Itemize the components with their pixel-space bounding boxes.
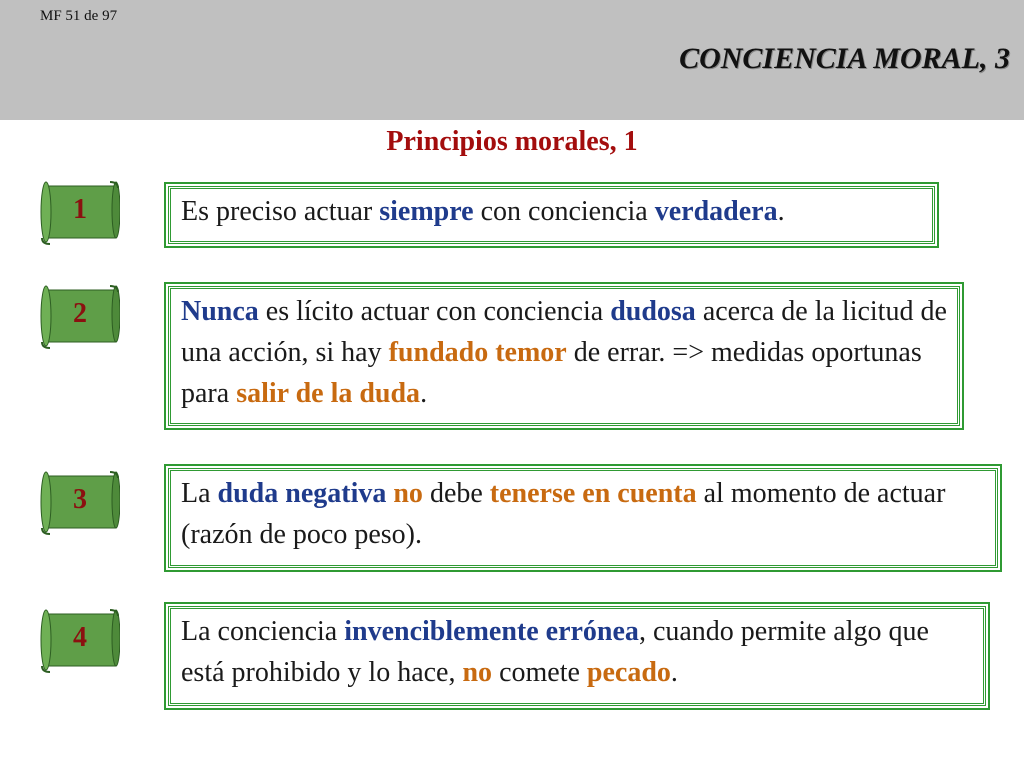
emphasis-text: siempre	[379, 196, 474, 227]
emphasis-text: dudosa	[610, 296, 696, 327]
principle-text: .	[777, 196, 785, 227]
principle-3-box	[168, 468, 998, 568]
emphasis-text: no	[462, 657, 493, 688]
emphasis-text: verdadera	[654, 196, 778, 227]
principle-2-box	[168, 286, 960, 426]
principle-text: La conciencia	[181, 616, 345, 647]
principle-2-scroll-badge	[40, 284, 120, 348]
emphasis-text: invenciblemente errónea	[344, 616, 639, 647]
emphasis-text: salir de la duda	[236, 378, 421, 409]
principle-text: acerca de la licitud de una acción, si hay	[181, 296, 947, 368]
principle-number: 3	[73, 484, 87, 515]
principle-text: .	[670, 657, 678, 688]
principle-1-box	[168, 186, 935, 244]
header-bar	[0, 0, 1024, 120]
emphasis-text: duda negativa	[217, 478, 387, 509]
principle-3-scroll-badge	[40, 470, 120, 534]
emphasis-text: no	[393, 478, 423, 509]
emphasis-text: Nunca	[181, 296, 259, 327]
principle-text: .	[420, 378, 428, 409]
principle-4-box	[168, 606, 986, 706]
emphasis-text: tenerse en cuenta	[489, 478, 697, 509]
principle-text: Es preciso actuar	[181, 196, 380, 227]
section-subtitle: Principios morales, 1	[386, 126, 638, 157]
principle-1-scroll-badge	[40, 180, 120, 244]
principle-text: al momento de actuar (razón de poco peso).	[181, 478, 946, 550]
slide-counter: MF 51 de 97	[40, 8, 118, 24]
principle-text: de errar. => medidas oportunas para	[181, 337, 922, 409]
principle-4-scroll-badge	[40, 608, 120, 672]
principle-text: con conciencia	[473, 196, 655, 227]
principle-number: 2	[73, 298, 87, 329]
principle-text: debe	[422, 478, 490, 509]
principle-text: La	[181, 478, 218, 509]
principle-text: , cuando permite algo que está prohibido y lo hace,	[181, 616, 929, 688]
principle-number: 4	[73, 622, 87, 653]
emphasis-text: fundado temor	[388, 337, 567, 368]
slide-title: CONCIENCIA MORAL, 3	[679, 42, 1010, 75]
emphasis-text: pecado	[586, 657, 671, 688]
principle-text: es lícito actuar con conciencia	[258, 296, 611, 327]
principle-text: comete	[492, 657, 587, 688]
principle-number: 1	[73, 194, 87, 225]
